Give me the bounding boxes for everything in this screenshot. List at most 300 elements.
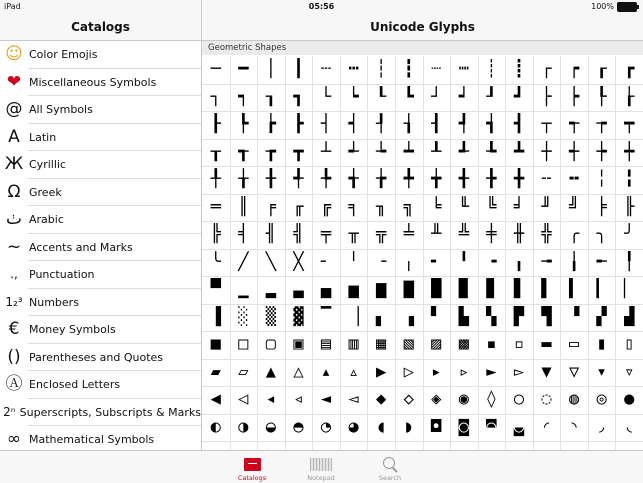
grid-line <box>533 56 534 450</box>
sidebar-item[interactable] <box>0 124 201 152</box>
glyph-cell[interactable]: ┾ <box>596 141 607 162</box>
glyph-cell[interactable]: ┊ <box>486 59 497 80</box>
glyph-cell[interactable]: ═ <box>210 196 221 217</box>
glyph-cell[interactable]: ┦ <box>376 114 387 135</box>
glyph-cell[interactable]: ▦ <box>376 334 387 355</box>
glyph-cell[interactable]: ┳ <box>293 141 304 162</box>
sidebar-item[interactable] <box>0 179 201 207</box>
glyph-cell[interactable]: ╢ <box>265 224 277 245</box>
catalog-icon: 2ⁿ <box>3 404 16 419</box>
glyph-cell[interactable]: ┛ <box>513 86 525 107</box>
glyph-cell[interactable]: ▅ <box>348 279 359 300</box>
sidebar-item-label: Money Symbols <box>29 323 116 337</box>
glyph-cell[interactable]: ├ <box>541 86 552 107</box>
glyph-cell[interactable]: ┷ <box>403 141 414 162</box>
glyph-cell[interactable]: ┚ <box>486 86 497 107</box>
glyph-cell[interactable]: ╙ <box>458 196 469 217</box>
glyph-cell[interactable]: ╣ <box>293 224 304 245</box>
glyph-cell[interactable]: ◙ <box>458 416 469 437</box>
glyph-cell[interactable]: ┟ <box>624 86 635 107</box>
sidebar-item[interactable] <box>0 399 201 427</box>
glyph-grid[interactable] <box>202 56 643 450</box>
glyph-cell[interactable]: ◂ <box>265 389 277 410</box>
glyph-cell[interactable]: ▊ <box>486 279 497 300</box>
glyph-cell[interactable]: █ <box>431 279 442 300</box>
glyph-cell[interactable]: ╛ <box>513 196 525 217</box>
glyph-cell[interactable]: ► <box>486 361 497 382</box>
glyph-cell[interactable]: ╖ <box>376 196 387 217</box>
glyph-cell[interactable]: ┢ <box>265 114 277 135</box>
section-header: Geometric Shapes <box>202 41 643 55</box>
glyph-cell[interactable]: ╏ <box>624 169 635 190</box>
glyph-cell[interactable]: ║ <box>238 196 249 217</box>
glyph-cell[interactable]: ┑ <box>238 86 249 107</box>
glyph-cell[interactable]: ╶ <box>376 251 387 272</box>
glyph-cell[interactable]: ┅ <box>348 59 359 80</box>
glyph-cell[interactable]: ▬ <box>541 334 552 355</box>
glyph-cell[interactable]: ┯ <box>624 114 635 135</box>
glyph-cell[interactable]: ▶ <box>376 361 387 382</box>
glyph-cell[interactable]: ┕ <box>348 86 359 107</box>
glyph-cell[interactable]: ◐ <box>210 416 221 437</box>
glyph-cell[interactable]: ╳ <box>293 251 304 272</box>
glyph-cell[interactable]: ◀ <box>210 389 221 410</box>
glyph-cell[interactable]: ╉ <box>458 169 469 190</box>
glyph-cell[interactable]: ╇ <box>403 169 414 190</box>
glyph-cell[interactable]: ┬ <box>541 114 552 135</box>
glyph-cell[interactable]: ╒ <box>265 196 277 217</box>
glyph-cell[interactable]: ▞ <box>596 306 607 327</box>
glyph-cell[interactable]: ╋ <box>513 169 525 190</box>
glyph-cell[interactable]: ▔ <box>320 306 332 327</box>
glyph-cell[interactable]: ▜ <box>541 306 552 327</box>
glyph-cell[interactable]: └ <box>320 86 332 107</box>
glyph-cell[interactable]: ┈ <box>431 59 442 80</box>
glyph-cell[interactable]: ╿ <box>624 251 635 272</box>
glyph-cell[interactable]: ▸ <box>431 361 442 382</box>
grid-line <box>202 221 643 222</box>
glyph-cell[interactable]: ┐ <box>210 86 221 107</box>
tab-catalogs[interactable] <box>222 451 282 483</box>
glyph-cell[interactable]: ▆ <box>376 279 387 300</box>
sidebar-item-label: Mathematical Symbols <box>29 433 155 447</box>
glyph-cell[interactable]: ◍ <box>568 389 580 410</box>
sidebar-item[interactable] <box>0 151 201 179</box>
glyph-cell[interactable]: ─ <box>210 59 221 80</box>
sidebar-item[interactable] <box>0 41 201 69</box>
glyph-cell[interactable]: ▵ <box>348 361 359 382</box>
glyph-cell[interactable]: ◑ <box>238 416 249 437</box>
grid-line <box>450 56 451 450</box>
glyph-cell[interactable]: ◞ <box>596 416 607 437</box>
glyph-cell[interactable]: ╫ <box>513 224 525 245</box>
sidebar-item[interactable] <box>0 316 201 344</box>
glyph-cell[interactable]: │ <box>265 59 277 80</box>
grid-line <box>202 84 643 85</box>
grid-line <box>285 56 286 450</box>
glyph-cell[interactable]: ┺ <box>486 141 497 162</box>
sidebar-item[interactable] <box>0 289 201 317</box>
glyph-cell[interactable]: ◟ <box>624 416 635 437</box>
glyph-cell[interactable]: ◈ <box>431 389 442 410</box>
glyph-cell[interactable]: ┴ <box>320 141 332 162</box>
glyph-cell[interactable]: ╤ <box>320 224 332 245</box>
glyph-cell[interactable]: ▤ <box>320 334 332 355</box>
glyph-cell[interactable]: △ <box>293 361 304 382</box>
tab-notepad[interactable] <box>291 451 351 483</box>
glyph-cell[interactable]: ┘ <box>431 86 442 107</box>
glyph-cell[interactable]: ╮ <box>596 224 607 245</box>
glyph-cell[interactable]: ◅ <box>348 389 359 410</box>
glyph-cell[interactable]: ┻ <box>513 141 525 162</box>
glyph-cell[interactable]: ╘ <box>431 196 442 217</box>
glyph-cell[interactable]: ╂ <box>265 169 277 190</box>
sidebar-title: Catalogs <box>0 14 201 41</box>
glyph-cell[interactable]: ┣ <box>293 114 304 135</box>
sidebar-item[interactable] <box>0 371 201 399</box>
glyph-cell[interactable]: ┏ <box>624 59 635 80</box>
glyph-cell[interactable]: ╨ <box>431 224 442 245</box>
grid-line <box>202 414 643 415</box>
glyph-cell[interactable]: ╰ <box>210 251 221 272</box>
glyph-cell[interactable]: ◕ <box>348 416 359 437</box>
glyph-cell[interactable]: ╝ <box>568 196 580 217</box>
glyph-cell[interactable]: ┓ <box>293 86 304 107</box>
glyph-cell[interactable]: ╴ <box>320 251 332 272</box>
glyph-cell[interactable]: ╎ <box>596 169 607 190</box>
glyph-cell[interactable]: ╯ <box>624 224 635 245</box>
grid-line <box>340 56 341 450</box>
glyph-cell[interactable]: ╻ <box>513 251 525 272</box>
glyph-cell[interactable]: ▫ <box>513 334 525 355</box>
sidebar-item[interactable] <box>0 69 201 97</box>
magnifier-icon <box>383 457 395 469</box>
glyph-cell[interactable]: ▒ <box>265 306 277 327</box>
glyph-cell[interactable]: ┫ <box>513 114 525 135</box>
tab-label: Catalogs <box>237 474 267 482</box>
glyph-cell[interactable]: ╄ <box>320 169 332 190</box>
grid-line <box>202 194 643 195</box>
glyph-cell[interactable]: ▍ <box>568 279 580 300</box>
glyph-cell[interactable]: ╜ <box>541 196 552 217</box>
glyph-cell[interactable]: ╺ <box>486 251 497 272</box>
glyph-cell[interactable]: ▝ <box>568 306 580 327</box>
glyph-cell[interactable]: ┞ <box>596 86 607 107</box>
glyph-cell[interactable]: ◆ <box>376 389 387 410</box>
glyph-cell[interactable]: ○ <box>513 389 525 410</box>
glyph-cell[interactable]: ┆ <box>376 59 387 80</box>
grid-line <box>202 359 643 360</box>
glyph-cell[interactable]: ▌ <box>541 279 552 300</box>
glyph-cell[interactable]: ▮ <box>596 334 607 355</box>
glyph-cell[interactable]: ╭ <box>568 224 580 245</box>
glyph-cell[interactable]: ┨ <box>431 114 442 135</box>
glyph-cell[interactable]: ┼ <box>541 141 552 162</box>
grid-line <box>202 304 643 305</box>
glyph-cell[interactable]: □ <box>238 334 249 355</box>
catalog-icon: ~ <box>6 236 22 257</box>
glyph-cell[interactable]: ┩ <box>458 114 469 135</box>
glyph-cell[interactable]: ╈ <box>431 169 442 190</box>
glyph-cell[interactable]: ▓ <box>293 306 304 327</box>
glyph-cell[interactable]: ◇ <box>403 389 414 410</box>
grid-line <box>202 166 643 167</box>
glyph-cell[interactable]: ▀ <box>210 279 221 300</box>
glyph-cell[interactable]: ◄ <box>320 389 332 410</box>
glyph-cell[interactable]: ┹ <box>458 141 469 162</box>
grid-line <box>615 56 616 450</box>
glyph-cell[interactable]: ▚ <box>486 306 497 327</box>
glyph-cell[interactable]: ◝ <box>568 416 580 437</box>
glyph-cell[interactable]: ▰ <box>210 361 221 382</box>
glyph-cell[interactable]: ╕ <box>348 196 359 217</box>
grid-line <box>395 56 396 450</box>
glyph-cell[interactable]: ◚ <box>486 416 497 437</box>
glyph-cell[interactable]: ╥ <box>348 224 359 245</box>
catalog-icon: Ω <box>7 181 21 202</box>
glyph-cell[interactable]: ▕ <box>348 306 359 327</box>
glyph-cell[interactable]: ┰ <box>210 141 221 162</box>
glyph-cell[interactable]: ▎ <box>596 279 607 300</box>
grid-line <box>478 56 479 450</box>
grid-line <box>312 56 313 450</box>
glyph-cell[interactable]: ┠ <box>210 114 221 135</box>
catalog-icon: € <box>8 319 20 340</box>
glyph-cell[interactable]: ╩ <box>458 224 469 245</box>
sidebar-item[interactable] <box>0 96 201 124</box>
clock: 05:56 <box>308 2 335 11</box>
glyph-cell[interactable]: ╪ <box>486 224 497 245</box>
glyph-cell[interactable]: ╡ <box>238 224 249 245</box>
glyph-cell[interactable]: ┪ <box>486 114 497 135</box>
glyph-cell[interactable]: ┮ <box>596 114 607 135</box>
glyph-cell[interactable]: ▷ <box>403 361 414 382</box>
glyph-cell[interactable]: ▼ <box>541 361 552 382</box>
glyph-cell[interactable]: ◌ <box>541 389 552 410</box>
sidebar-item[interactable] <box>0 344 201 372</box>
glyph-cell[interactable]: ● <box>624 389 635 410</box>
glyph-cell[interactable]: ╸ <box>431 251 442 272</box>
glyph-cell[interactable]: ╀ <box>210 169 221 190</box>
glyph-cell[interactable]: ▩ <box>458 334 469 355</box>
sidebar-item-label: Parentheses and Quotes <box>29 350 164 364</box>
sidebar-item-label: Miscellaneous Symbols <box>29 75 157 89</box>
glyph-cell[interactable]: ▴ <box>320 361 332 382</box>
glyph-cell[interactable]: ◊ <box>486 389 497 410</box>
glyph-cell[interactable]: ┿ <box>624 141 635 162</box>
glyph-cell[interactable]: ▗ <box>403 306 414 327</box>
sidebar-item[interactable] <box>0 426 201 451</box>
glyph-cell[interactable]: ╧ <box>403 224 414 245</box>
glyph-cell[interactable]: ┭ <box>568 114 580 135</box>
glyph-cell[interactable]: ◔ <box>320 416 332 437</box>
glyph-cell[interactable]: ◗ <box>403 416 414 437</box>
glyph-cell[interactable]: ▘ <box>431 306 442 327</box>
glyph-cell[interactable]: ╷ <box>403 251 414 272</box>
glyph-cell[interactable]: ╆ <box>376 169 387 190</box>
glyph-cell[interactable]: ■ <box>210 334 221 355</box>
glyph-cell[interactable]: ◖ <box>376 416 387 437</box>
glyph-cell[interactable]: ┱ <box>238 141 249 162</box>
glyph-cell[interactable]: ╗ <box>403 196 414 217</box>
sidebar-item-label: Cyrillic <box>29 158 66 172</box>
glyph-cell[interactable]: ▽ <box>568 361 580 382</box>
grid-line <box>202 111 643 112</box>
glyph-cell[interactable]: ▱ <box>238 361 249 382</box>
glyph-cell[interactable]: ▪ <box>486 334 497 355</box>
sidebar-item[interactable] <box>0 234 201 262</box>
glyph-cell[interactable]: ╊ <box>486 169 497 190</box>
grid-line <box>588 56 589 450</box>
glyph-cell[interactable]: ╱ <box>238 251 249 272</box>
glyph-cell[interactable]: ┸ <box>431 141 442 162</box>
glyph-cell[interactable]: ▲ <box>265 361 277 382</box>
glyph-cell[interactable]: ▻ <box>513 361 525 382</box>
grid-line <box>367 56 368 450</box>
glyph-cell[interactable]: ◜ <box>541 416 552 437</box>
sidebar-item[interactable] <box>0 206 201 234</box>
glyph-cell[interactable]: ╌ <box>541 169 552 190</box>
glyph-cell[interactable]: ┉ <box>458 59 469 80</box>
glyph-cell[interactable]: ╍ <box>568 169 580 190</box>
glyph-cell[interactable]: ▃ <box>293 279 304 300</box>
glyph-cell[interactable]: ╹ <box>458 251 469 272</box>
glyph-cell[interactable]: ┎ <box>596 59 607 80</box>
grid-line <box>560 56 561 450</box>
glyph-cell[interactable]: ◒ <box>265 416 277 437</box>
glyph-cell[interactable]: ▥ <box>348 334 359 355</box>
status-bar <box>0 0 643 14</box>
glyph-cell[interactable]: ▭ <box>568 334 580 355</box>
sidebar-item-label: Greek <box>29 185 62 199</box>
page-title: Unicode Glyphs <box>202 14 643 41</box>
tab-search[interactable] <box>360 451 420 483</box>
glyph-cell[interactable]: ▾ <box>596 361 607 382</box>
glyph-cell[interactable]: ◃ <box>293 389 304 410</box>
glyph-cell[interactable]: ╲ <box>265 251 277 272</box>
glyph-cell[interactable]: ▯ <box>624 334 635 355</box>
glyph-cell[interactable]: ╁ <box>238 169 249 190</box>
glyph-cell[interactable]: ◓ <box>293 416 304 437</box>
glyph-cell[interactable]: ╞ <box>596 196 607 217</box>
glyph-cell[interactable]: ▁ <box>238 279 249 300</box>
glyph-cell[interactable]: ▉ <box>458 279 469 300</box>
tab-label: Notepad <box>307 474 335 482</box>
glyph-cell[interactable]: ┶ <box>376 141 387 162</box>
glyph-cell[interactable]: ╠ <box>210 224 221 245</box>
glyph-cell[interactable]: ◘ <box>431 416 442 437</box>
glyph-cell[interactable]: ╟ <box>624 196 635 217</box>
glyph-cell[interactable]: ┽ <box>568 141 580 162</box>
catalog-icon: 1₂³ <box>5 294 23 309</box>
sidebar-item-label: Accents and Marks <box>29 240 133 254</box>
catalog-icon: () <box>7 346 21 367</box>
glyph-cell[interactable]: ╽ <box>568 251 580 272</box>
glyph-cell[interactable]: ┲ <box>265 141 277 162</box>
glyph-cell[interactable]: ▖ <box>376 306 387 327</box>
glyph-cell[interactable]: ┒ <box>265 86 277 107</box>
catalog-icon: ٺ <box>5 209 22 230</box>
notepad-icon <box>310 458 332 471</box>
glyph-cell[interactable]: ◉ <box>458 389 469 410</box>
glyph-cell[interactable]: ┝ <box>568 86 580 107</box>
glyph-cell[interactable]: ┧ <box>403 114 414 135</box>
glyph-cell[interactable]: ◛ <box>513 416 525 437</box>
glyph-cell[interactable]: ▢ <box>265 334 277 355</box>
sidebar-item-label: Punctuation <box>29 268 95 282</box>
glyph-cell[interactable]: ▣ <box>293 334 304 355</box>
sidebar-item-label: All Symbols <box>29 103 93 117</box>
glyph-cell[interactable]: ┗ <box>403 86 414 107</box>
glyph-cell[interactable]: ╅ <box>348 169 359 190</box>
glyph-cell[interactable]: ░ <box>238 306 249 327</box>
grid-line <box>230 56 231 450</box>
glyph-cell[interactable]: ┤ <box>320 114 332 135</box>
glyph-cell[interactable]: ╼ <box>541 251 552 272</box>
glyph-cell[interactable]: ┇ <box>403 59 414 80</box>
glyph-cell[interactable]: ▹ <box>458 361 469 382</box>
glyph-cell[interactable]: ▙ <box>458 306 469 327</box>
grid-line <box>202 331 643 332</box>
glyph-cell[interactable]: ┌ <box>541 59 552 80</box>
glyph-cell[interactable]: ┡ <box>238 114 249 135</box>
sidebar-item-label: Color Emojis <box>29 48 98 62</box>
glyph-cell[interactable]: ╔ <box>320 196 332 217</box>
glyph-cell[interactable]: ╾ <box>596 251 607 272</box>
grid-line <box>257 56 258 450</box>
glyph-cell[interactable]: ◁ <box>238 389 249 410</box>
glyph-cell[interactable]: ╃ <box>293 169 304 190</box>
glyph-cell[interactable]: ◎ <box>596 389 607 410</box>
glyph-cell[interactable]: ▇ <box>403 279 414 300</box>
glyph-cell[interactable]: ╚ <box>486 196 497 217</box>
catalog-icon: @ <box>5 99 23 120</box>
catalog-list[interactable] <box>0 41 201 451</box>
glyph-cell[interactable]: ┖ <box>376 86 387 107</box>
glyph-cell[interactable]: ╓ <box>293 196 304 217</box>
glyph-cell[interactable]: ┄ <box>320 59 332 80</box>
catalog-icon: Ж <box>4 154 24 175</box>
glyph-cell[interactable]: ▧ <box>403 334 414 355</box>
glyph-cell[interactable]: ┋ <box>513 59 525 80</box>
glyph-cell[interactable]: ▛ <box>513 306 525 327</box>
glyph-cell[interactable]: ╦ <box>376 224 387 245</box>
glyph-cell[interactable]: ┙ <box>458 86 469 107</box>
glyph-cell[interactable]: ┍ <box>568 59 580 80</box>
glyph-cell[interactable]: ▟ <box>624 306 635 327</box>
catalog-icon: ❤ <box>6 71 22 92</box>
battery-percent: 100% <box>591 2 614 11</box>
glyph-cell[interactable]: ┃ <box>293 59 304 80</box>
glyph-cell[interactable]: ┥ <box>348 114 359 135</box>
glyph-cell[interactable]: ▄ <box>320 279 332 300</box>
sidebar-item[interactable] <box>0 261 201 289</box>
glyph-cell[interactable]: ▂ <box>265 279 277 300</box>
glyph-cell[interactable]: ▿ <box>624 361 635 382</box>
glyph-cell[interactable]: ▐ <box>210 306 221 327</box>
book-icon <box>244 458 261 471</box>
glyph-cell[interactable]: ╬ <box>541 224 552 245</box>
glyph-cell[interactable]: ▏ <box>624 279 635 300</box>
glyph-cell[interactable]: ┵ <box>348 141 359 162</box>
glyph-cell[interactable]: ╵ <box>348 251 359 272</box>
grid-line <box>202 139 643 140</box>
catalog-icon: ., <box>10 267 18 282</box>
grid-line <box>202 249 643 250</box>
glyph-cell[interactable]: ━ <box>238 59 249 80</box>
glyph-cell[interactable]: ▋ <box>513 279 525 300</box>
glyph-cell[interactable]: ▨ <box>431 334 442 355</box>
